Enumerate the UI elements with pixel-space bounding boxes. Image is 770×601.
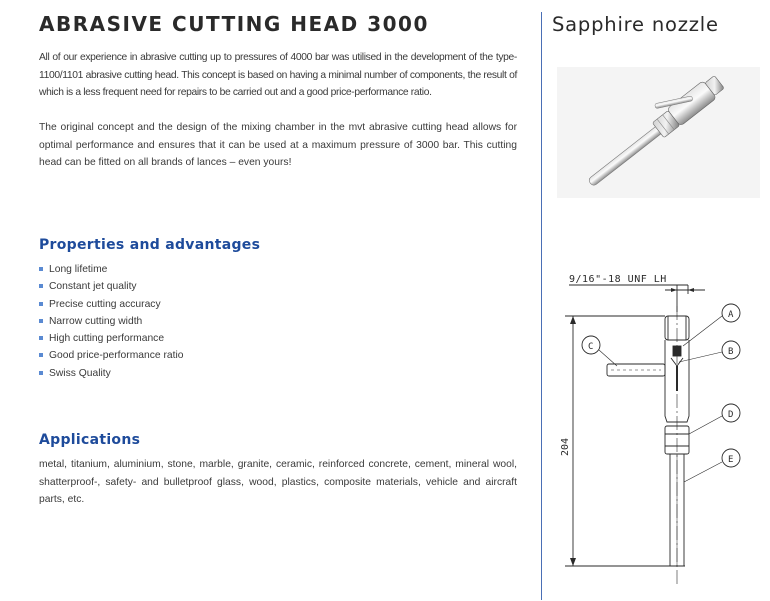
- technical-drawing: [553, 266, 765, 596]
- callout-label: E: [728, 455, 734, 465]
- list-item: [39, 347, 184, 364]
- bullet-icon: [39, 284, 43, 288]
- list-item-text: Swiss Quality: [49, 367, 111, 379]
- applications-title: Applications: [39, 432, 141, 448]
- thread-label: 9/16"-18 UNF LH: [569, 274, 667, 285]
- list-item-text: Constant jet quality: [49, 281, 137, 293]
- list-item-text: Long lifetime: [49, 264, 108, 275]
- properties-list: [39, 261, 184, 382]
- column-divider: [541, 12, 542, 600]
- bullet-icon: [39, 353, 43, 357]
- length-label: 204: [560, 437, 571, 456]
- callout-label: C: [588, 342, 594, 352]
- bullet-icon: [39, 371, 43, 375]
- list-item: [39, 261, 184, 278]
- callout-label: B: [728, 347, 734, 357]
- list-item-text: Narrow cutting width: [49, 315, 143, 327]
- intro-paragraph-1: All of our experience in abrasive cutting up to pressures of 4000 bar was utilised in the development of the type-1100/1101 abrasive cutting head. This concept is based on having a minimal number of components, the result of which is a less frequent need for repairs to be carried out and a good price-performance ratio.: [39, 52, 517, 98]
- list-item: [39, 313, 184, 330]
- list-item-text: High cutting performance: [49, 333, 165, 345]
- product-photo: [557, 67, 760, 198]
- list-item: [39, 365, 184, 382]
- callout-label: A: [728, 310, 734, 320]
- list-item: [39, 330, 184, 347]
- applications-text: metal, titanium, aluminium, stone, marble, granite, ceramic, reinforced concrete, cement, mineral wool, shatterproof-, safety- and bulletproof glass, wood, plastics, composite materials, vehicle and aircraft parts, etc.: [39, 459, 517, 505]
- list-item-text: Precise cutting accuracy: [49, 298, 161, 310]
- properties-title: Properties and advantages: [39, 237, 261, 253]
- sidebar-title: Sapphire nozzle: [552, 13, 719, 36]
- list-item-text: Good price-performance ratio: [49, 350, 184, 362]
- callout-label: D: [728, 410, 734, 420]
- bullet-icon: [39, 336, 43, 340]
- cross-section-diagram: [553, 266, 765, 596]
- bullet-icon: [39, 302, 43, 306]
- bullet-icon: [39, 267, 43, 271]
- intro-paragraph-2: The original concept and the design of the mixing chamber in the mvt abrasive cutting head allows for optimal performance and ensures that it can be used at a maximum pressure of 3000 bar. This cutting head can be fitted on all brands of lances – even yours!: [39, 122, 517, 168]
- list-item: [39, 278, 184, 295]
- cutting-head-image: [557, 67, 760, 198]
- list-item: [39, 296, 184, 313]
- page-title: ABRASIVE CUTTING HEAD 3000: [39, 12, 429, 36]
- bullet-icon: [39, 319, 43, 323]
